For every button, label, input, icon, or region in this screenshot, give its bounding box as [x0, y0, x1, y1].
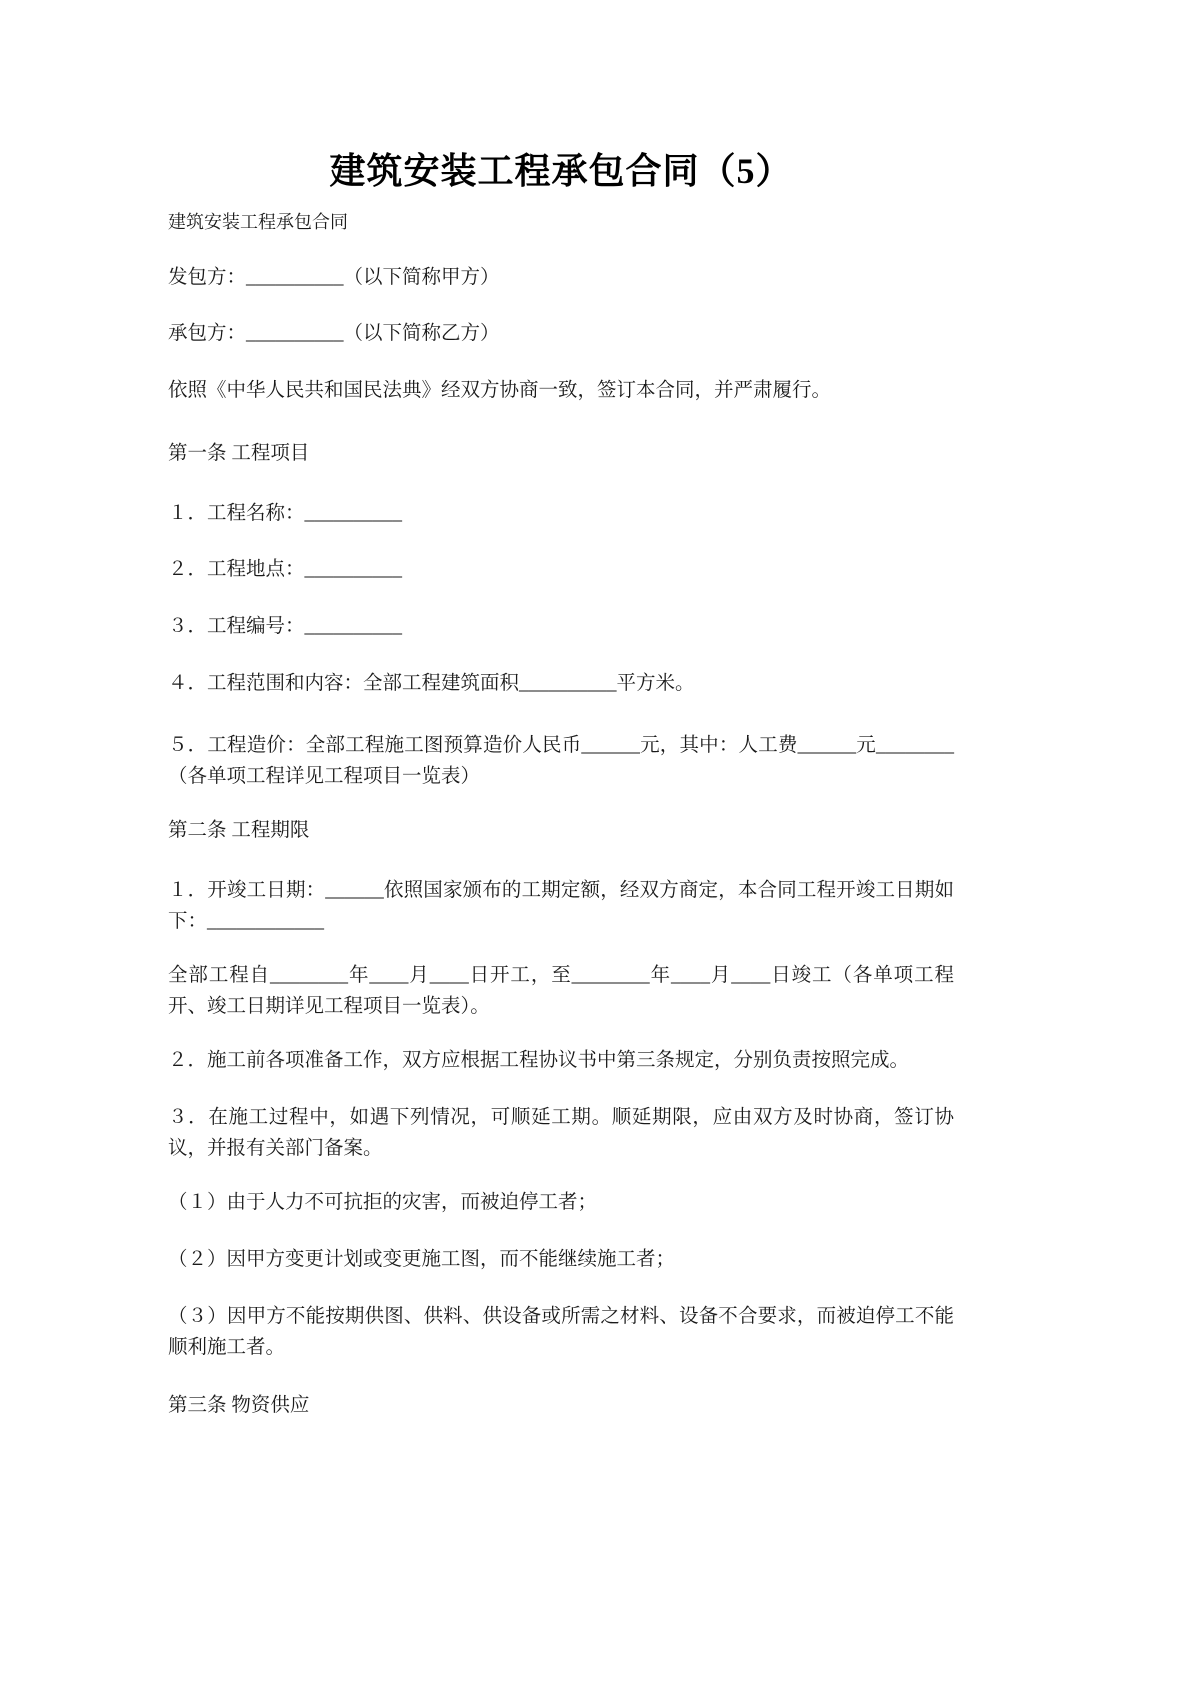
item-project-cost: ５．工程造价：全部工程施工图预算造价人民币______元，其中：人工费______元________（各单项工程详见工程项目一览表）	[168, 735, 954, 787]
item-preparation-work: ２．施工前各项准备工作，双方应根据工程协议书中第三条规定，分别负责按照完成。	[168, 1050, 910, 1071]
item-project-name: １．工程名称：__________	[168, 503, 403, 524]
paragraph-party-a: 发包方：__________（以下简称甲方）	[168, 267, 500, 288]
item-project-location: ２．工程地点：__________	[168, 559, 403, 580]
heading-article-2: 第二条 工程期限	[168, 820, 310, 841]
item-delay-conditions: ３．在施工过程中，如遇下列情况，可顺延工期。顺延期限，应由双方及时协商，签订协议，并报有关部门备案。	[168, 1107, 954, 1159]
item-project-scope: ４．工程范围和内容：全部工程建筑面积__________平方米。	[168, 673, 695, 694]
item-start-finish-date: １．开竣工日期：______依照国家颁布的工期定额，经双方商定，本合同工程开竣工日期如下：____________	[168, 880, 954, 932]
paragraph-subtitle: 建筑安装工程承包合同	[168, 212, 348, 232]
sub-item-force-majeure: （１）由于人力不可抗拒的灾害，而被迫停工者；	[168, 1192, 598, 1213]
sub-item-plan-change: （２）因甲方变更计划或变更施工图，而不能继续施工者；	[168, 1249, 676, 1270]
heading-article-3: 第三条 物资供应	[168, 1395, 310, 1416]
page-title: 建筑安装工程承包合同（5）	[329, 151, 793, 191]
paragraph-preamble: 依照《中华人民共和国民法典》经双方协商一致，签订本合同，并严肃履行。	[168, 380, 832, 401]
paragraph-schedule: 全部工程自________年____月____日开工，至________年____月____日竣工（各单项工程开、竣工日期详见工程项目一览表）。	[168, 965, 954, 1017]
item-project-number: ３．工程编号：__________	[168, 616, 403, 637]
sub-item-supply-failure: （３）因甲方不能按期供图、供料、供设备或所需之材料、设备不合要求，而被迫停工不能顺利施工者。	[168, 1306, 954, 1358]
heading-article-1: 第一条 工程项目	[168, 443, 310, 464]
paragraph-party-b: 承包方：__________（以下简称乙方）	[168, 323, 500, 344]
